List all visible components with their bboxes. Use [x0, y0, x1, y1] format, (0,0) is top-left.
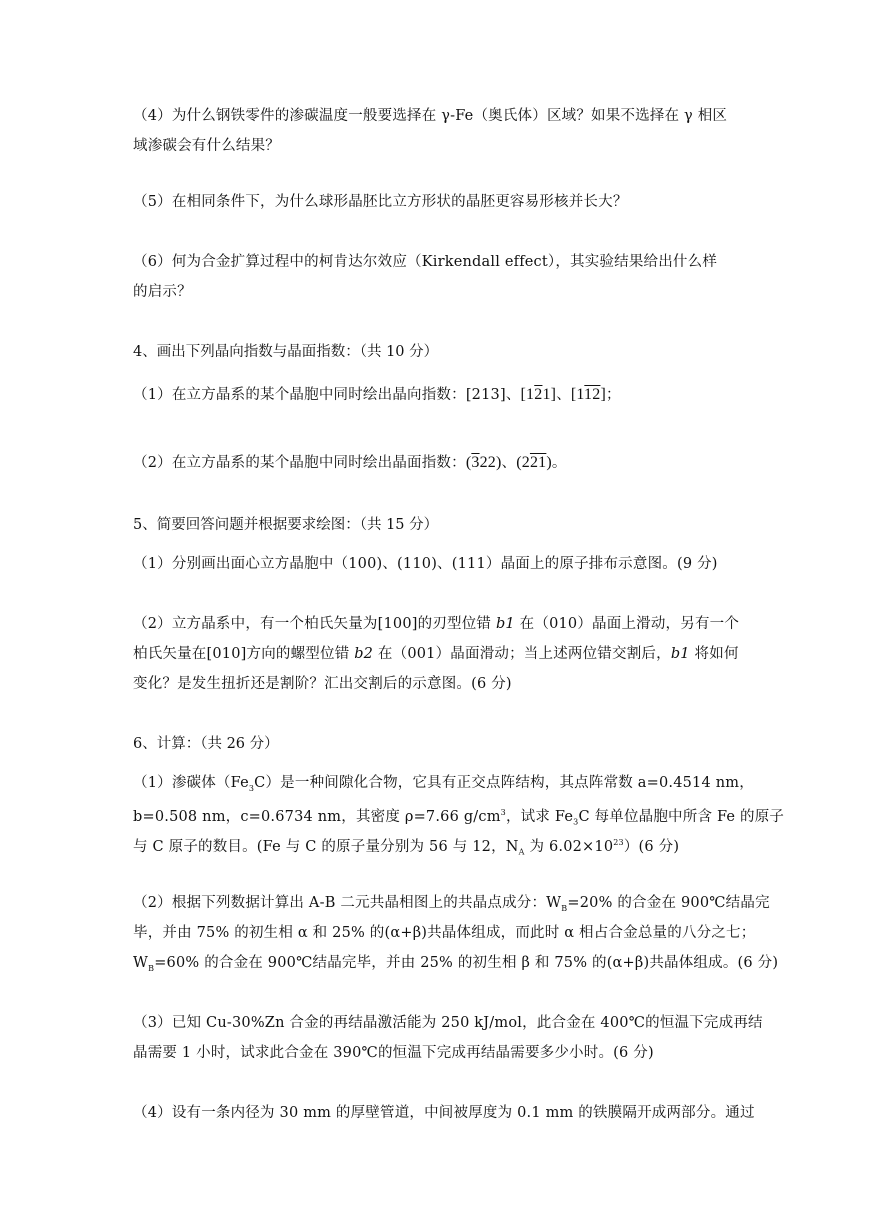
idx-part: ) [546, 454, 552, 471]
q3-item6-line1: （6）何为合金扩算过程中的柯肯达尔效应（Kirkendall effect），其实验结果给出什么样 [133, 254, 718, 270]
q6-item2-line2: 毕，并由 75% 的初生相 α 和 25% 的(α+β)共晶体组成，而此时 α 相占合金总量的八分之七； [133, 925, 756, 941]
text: C）是一种间隙化合物，它具有正交点阵结构，其点阵常数 a=0.4514 nm， [254, 775, 754, 791]
idx-part-bar: 21 [529, 454, 547, 471]
idx-part: 22) [479, 454, 502, 471]
q3-item6-line2: 的启示？ [133, 284, 192, 300]
idx-part: [1 [520, 386, 535, 403]
text: （2）立方晶系中，有一个柏氏矢量为[100]的刃型位错 [133, 616, 496, 632]
end-punct: 。 [551, 455, 567, 471]
q5-heading: 5、简要回答问题并根据要求绘图：（共 15 分） [133, 517, 439, 533]
subscript: A [518, 847, 525, 857]
idx-part: 1] [542, 386, 557, 403]
vector-b1: b1 [495, 616, 515, 632]
q6-item4-line1: （4）设有一条内径为 30 mm 的厚壁管道，中间被厚度为 0.1 mm 的铁膜隔开成两部分。通过 [133, 1105, 755, 1121]
superscript: 3 [500, 808, 506, 817]
idx-part-bar: 12 [584, 386, 601, 403]
text: =60% 的合金在 900℃结晶完毕，并由 25% 的初生相 β 和 75% 的(α+β)共晶体组成。(6 分) [154, 955, 779, 971]
separator: 、 [556, 387, 571, 403]
text: W [133, 955, 149, 971]
q6-item2-line3 [133, 948, 779, 984]
text: 将如何 [689, 646, 739, 662]
idx-part: ] [600, 386, 606, 403]
subscript: 3 [573, 817, 579, 827]
q4-item2 [133, 448, 741, 478]
q4-item2-prefix: （2）在立方晶系的某个晶胞中同时绘出晶面指数： [133, 455, 466, 471]
q4-heading: 4、画出下列晶向指数与晶面指数：（共 10 分） [133, 344, 439, 360]
text: ，试求 Fe [505, 808, 574, 825]
plane-index-2-2bar-1bar [516, 454, 552, 471]
vector-b2: b2 [354, 646, 374, 662]
subscript: B [561, 903, 568, 913]
plane-index-3bar-2-2 [466, 454, 502, 471]
direction-index-1-1bar-2bar [571, 386, 606, 403]
q6-item3-line2: 晶需要 1 小时，试求此合金在 390℃的恒温下完成再结晶需要多少小时。(6 分) [133, 1045, 654, 1061]
text: 为 6.02×10 [524, 838, 614, 855]
q5-item1: （1）分别画出面心立方晶胞中（100)、(110)、(111）晶面上的原子排布示意图。(9 分) [133, 556, 718, 572]
text: 柏氏矢量在[010]方向的螺型位错 [133, 646, 355, 662]
text: ）(6 分) [623, 838, 680, 855]
separator: 、 [501, 455, 517, 471]
idx-part-bar: 2 [534, 386, 543, 403]
idx-part: (2 [516, 454, 530, 471]
direction-index-1-2bar-1 [521, 386, 557, 403]
q6-heading: 6、计算：（共 26 分） [133, 736, 279, 752]
q5-item2-line3: 变化？是发生扭折还是割阶？汇出交割后的示意图。(6 分) [133, 676, 512, 692]
q4-item1-prefix: （1）在立方晶系的某个晶胞中同时绘出晶向指数：[213]、 [133, 387, 521, 403]
text: b=0.508 nm，c=0.6734 nm，其密度 ρ=7.66 g/cm [133, 808, 501, 825]
text: 与 C 原子的数目。(Fe 与 C 的原子量分别为 56 与 12，N [133, 838, 519, 855]
subscript: B [148, 963, 155, 973]
q3-item4-line1: （4）为什么钢铁零件的渗碳温度一般要选择在 γ-Fe（奥氏体）区域？如果不选择在 γ 相区 [133, 108, 728, 124]
superscript: 23 [613, 838, 624, 847]
idx-part: ( [465, 454, 472, 471]
subscript: 3 [248, 783, 255, 793]
end-punct: ； [605, 387, 621, 403]
q4-item1 [133, 380, 741, 410]
idx-part: [1 [570, 386, 585, 403]
text: =20% 的合金在 900℃结晶完 [567, 895, 770, 911]
idx-part-bar: 3 [471, 454, 480, 471]
q5-item2-line2 [133, 639, 741, 669]
q6-item3-line1: （3）已知 Cu-30%Zn 合金的再结晶激活能为 250 kJ/mol，此合金在 400℃的恒温下完成再结 [133, 1015, 763, 1031]
text: C 每单位晶胞中所含 Fe 的原子 [578, 808, 785, 825]
text: 在（010）晶面上滑动，另有一个 [514, 616, 740, 632]
text: （1）渗碳体（Fe [133, 775, 249, 791]
text: 在（001）晶面滑动；当上述两位错交割后， [373, 646, 671, 662]
q3-item5: （5）在相同条件下，为什么球形晶胚比立方形状的晶胚更容易形核并长大？ [133, 194, 628, 210]
q3-item4-line2: 域渗碳会有什么结果？ [133, 138, 280, 154]
vector-b1: b1 [670, 646, 690, 662]
q6-item1-line3 [133, 828, 741, 868]
text: （2）根据下列数据计算出 A-B 二元共晶相图上的共晶点成分：W [133, 895, 562, 911]
q5-item2-line1 [133, 609, 741, 639]
